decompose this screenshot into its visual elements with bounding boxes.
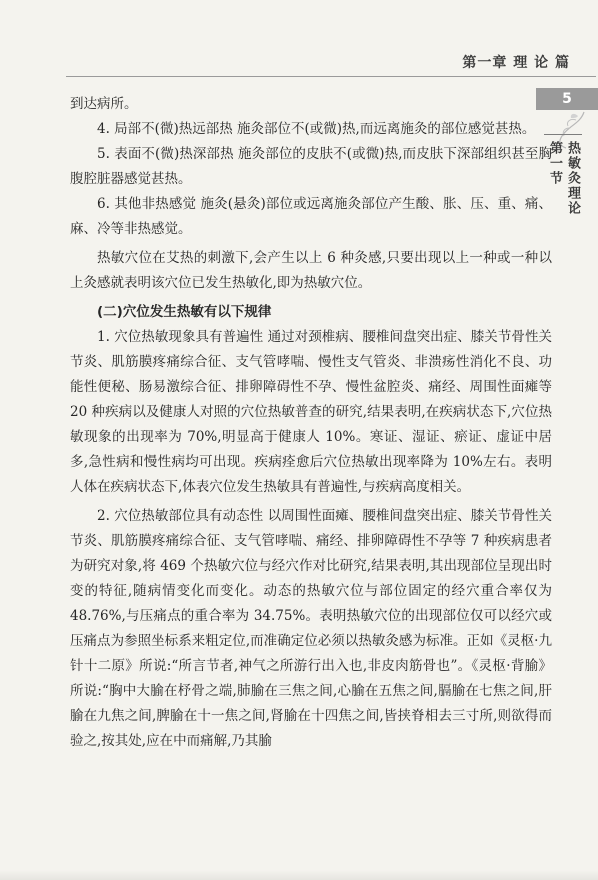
paragraph: 2. 穴位热敏部位具有动态性 以周围性面瘫、腰椎间盘突出症、膝关节骨性关节炎、肌筋膜疼痛综合征、支气管哮喘、痛经、排卵障碍性不孕等 7 种疾病患者为研究对象,将 469 个热敏穴位与经穴作对比研究,结果表明,其出现部位呈现出时变的特征,随病情变化而变化。动态的热敏穴位与部位固定的经穴重合率仅为 48.76%,与压痛点的重合率为 34.75%。表明热敏穴位的出现部位仅可以经穴或压痛点为参照坐标系来粗定位,而准确定位必须以热敏灸感为标准。正如《灵枢·九针十二原》所说:“所言节者,神气之所游行出入也,非皮肉筋骨也”。《灵枢·背腧》所说:“胸中大腧在杼骨之端,肺腧在三焦之间,心腧在五焦之间,膈腧在七焦之间,肝腧在九焦之间,脾腧在十一焦之间,肾腧在十四焦之间,皆挟脊相去三寸所,则欲得而验之,按其处,应在中而痛解,乃其腧 [70, 508, 552, 749]
paragraph: 1. 穴位热敏现象具有普遍性 通过对颈椎病、腰椎间盘突出症、膝关节骨性关节炎、肌筋膜疼痛综合征、支气管哮喘、慢性支气管炎、非溃疡性消化不良、功能性便秘、肠易激综合征、排卵障碍性不孕、慢性盆腔炎、痛经、周围性面瘫等 20 种疾病以及健康人对照的穴位热敏普查的研究,结果表明,在疾病状态下,穴位热敏现象的出现率为 70%,明显高于健康人 10%。寒证、湿证、瘀证、虚证中居多,急性病和慢性病均可出现。疾病痊愈后穴位热敏出现率降为 10%左右。表明人体在疾病状态下,体表穴位发生热敏具有普遍性,与疾病高度相关。 [70, 329, 552, 495]
section-title: 热敏灸理论 [565, 141, 580, 216]
paragraph: 热敏穴位在艾热的刺激下,会产生以上 6 种灸感,只要出现以上一种或一种以上灸感就表明该穴位已发生热敏化,即为热敏穴位。 [70, 250, 552, 291]
page-edge-shadow [0, 870, 598, 880]
paragraph: 5. 表面不(微)热深部热 施灸部位的皮肤不(或微)热,而皮肤下深部组织甚至胸腹腔脏器感觉甚热。 [70, 146, 552, 187]
section-label: 第一节 [547, 141, 562, 186]
paragraph: 到达病所。 [70, 96, 138, 112]
page-number: 5 [536, 88, 598, 110]
paragraph: 4. 局部不(微)热远部热 施灸部位不(或微)热,而远离施灸的部位感觉甚热。 [97, 121, 536, 137]
page-content [70, 92, 552, 754]
header-rule [66, 76, 596, 77]
subheading: (二)穴位发生热敏有以下规律 [97, 304, 272, 320]
paragraph: 6. 其他非热感觉 施灸(悬灸)部位或远离施灸部位产生酸、胀、压、重、痛、麻、冷等非热感觉。 [70, 196, 552, 237]
chapter-header: 第一章 理 论 篇 [462, 55, 570, 71]
